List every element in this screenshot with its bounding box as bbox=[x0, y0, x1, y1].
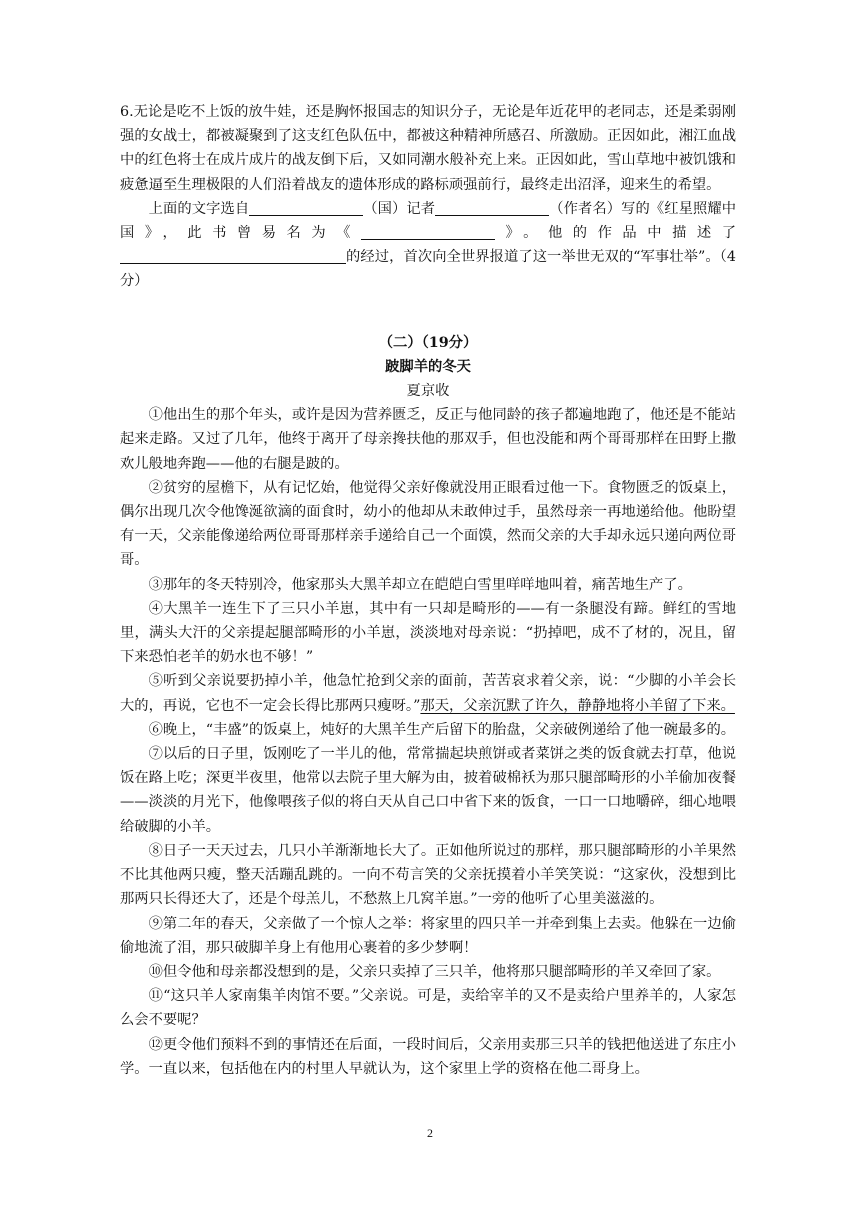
paragraph-10: ⑩但令他和母亲都没想到的是，父亲只卖掉了三只羊，他将那只腿部畸形的羊又牵回了家。 bbox=[148, 963, 721, 980]
paragraph-9: ⑨第二年的春天，父亲做了一个惊人之举：将家里的四只羊一并牵到集上去卖。他躲在一边偷偷地流了泪，那只破脚羊身上有他用心裹着的多少梦啊！ bbox=[120, 915, 736, 956]
essay-title: 跛脚羊的冬天 bbox=[385, 358, 471, 375]
q6-text-1: 上面的文字选自 bbox=[148, 200, 250, 217]
paragraph-3: ③那年的冬天特别冷，他家那头大黑羊却立在皑皑白雪里咩咩地叫着，痛苦地生产了。 bbox=[148, 576, 692, 593]
paragraph-8: ⑧日子一天天过去，几只小羊渐渐地长大了。正如他所说过的那样，那只腿部畸形的小羊果然不比其他两只瘦，整天活蹦乱跳的。一向不苟言笑的父亲抚摸着小羊笑笑说：“这家伙，没想到比那两只长得还大了，还是个母羔儿，不愁熬上几窝羊崽。”一旁的他听了心里美滋滋的。 bbox=[120, 842, 736, 908]
paragraph-6: ⑥晚上，“丰盛”的饭桌上，炖好的大黑羊生产后留下的胎盘，父亲破例递给了他一碗最多的。 bbox=[148, 721, 736, 738]
paragraph-4: ④大黑羊一连生下了三只小羊崽，其中有一只却是畸形的——有一条腿没有蹄。鲜红的雪地里，满头大汗的父亲提起腿部畸形的小羊崽，淡淡地对母亲说：“扔掉吧，成不了材的，况且，留下来恐怕老羊的奶水也不够！” bbox=[120, 600, 736, 666]
paragraph-5-text: ⑤听到父亲说要扔掉小羊，他急忙抢到父亲的面前，苦苦哀求着父亲，说：“少脚的小羊会长大的，再说，它也不一定会长得比那两只瘦呀。” bbox=[120, 673, 736, 714]
paragraph-12: ⑫更令他们预料不到的事情还在后面，一段时间后，父亲用卖那三只羊的钱把他送进了东庄小学。一直以来，包括他在内的村里人早就认为，这个家里上学的资格在他二哥身上。 bbox=[120, 1036, 736, 1077]
paragraph-5 bbox=[120, 669, 736, 717]
paragraph-1: ①他出生的那个年头，或许是因为营养匮乏，反正与他同龄的孩子都遍地跑了，他还是不能站起来走路。又过了几年，他终于离开了母亲搀扶他的那双手，但也没能和两个哥哥那样在田野上撒欢儿般地奔跑——他的右腿是跛的。 bbox=[120, 407, 736, 472]
section-header: （二）（19分） bbox=[378, 334, 478, 351]
q6-text-3: （作者名）写的《红星照耀中国》，此书曾易名为《 bbox=[120, 200, 737, 242]
paragraph-11: ⑪“这只羊人家南集羊肉馆不要。”父亲说。可是，卖给宰羊的又不是卖给户里养羊的，人家怎么会不要呢？ bbox=[120, 988, 736, 1029]
document-page bbox=[120, 100, 736, 1081]
alt-title-blank[interactable] bbox=[361, 222, 495, 240]
event-blank[interactable] bbox=[120, 246, 346, 264]
author-blank[interactable] bbox=[435, 198, 549, 216]
q6-text-2: （国）记者 bbox=[363, 200, 436, 217]
essay-author: 夏京收 bbox=[406, 383, 450, 400]
q6-passage: 6.无论是吃不上饭的放牛娃，还是胸怀报国志的知识分子，无论是年近花甲的老同志，还是柔弱刚强的女战士，都被凝聚到了这支红色队伍中，都被这种精神所感召、所激励。正因如此，湘江血战中的红色将士在成片成片的战友倒下后，又如同潮水般补充上来。正因如此，雪山草地中被饥饿和疲惫逼至生理极限的人们沿着战友的遗体形成的路标顽强前行，最终走出沼泽，迎来生的希望。 bbox=[120, 104, 736, 193]
paragraph-7: ⑦以后的日子里，饭刚吃了一半儿的他，常常揣起块煎饼或者菜饼之类的饭食就去打草，他说饭在路上吃；深更半夜里，他常以去院子里大解为由，披着破棉袄为那只腿部畸形的小羊偷加夜餐——淡淡的月光下，他像喂孩子似的将白天从自己口中省下来的饭食，一口一口地嚼碎，细心地喂给破脚的小羊。 bbox=[120, 746, 736, 835]
q6-text-5: 的经过，首次向全世界报道了这一举世无双的“军事壮举”。（4分） bbox=[120, 249, 736, 290]
q6-text-4: 》。他的作品中描述了 bbox=[495, 225, 736, 242]
underlined-sentence: 那天，父亲沉默了许久，静静地将小羊留了下来。 bbox=[420, 697, 735, 714]
q6-question bbox=[120, 197, 736, 294]
country-blank[interactable] bbox=[249, 198, 363, 216]
page-number: 2 bbox=[427, 1126, 433, 1140]
paragraph-2: ②贫穷的屋檐下，从有记忆始，他觉得父亲好像就没用正眼看过他一下。食物匮乏的饭桌上，偶尔出现几次令他馋涎欲滴的面食时，幼小的他却从未敢伸过手，虽然母亲一再地递给他。他盼望有一天，父亲能像递给两位哥哥那样亲手递给自己一个面馍，然而父亲的大手却永远只递向两位哥哥。 bbox=[120, 479, 736, 569]
